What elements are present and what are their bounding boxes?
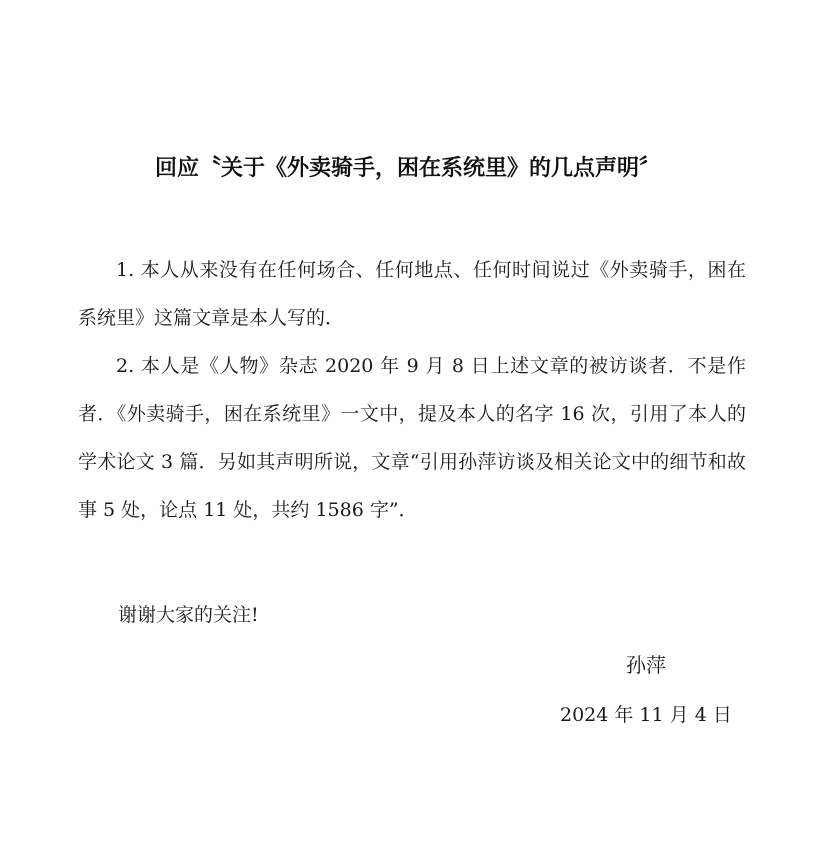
- statement-title: 回应〝关于《外卖骑手，困在系统里》的几点声明〞: [154, 156, 661, 181]
- paragraph-1: 1. 本人从来没有在任何场合、任何地点、任何时间说过《外卖骑手，困在系统里》这篇文章是本人写的．: [78, 259, 746, 329]
- closing-text: 谢谢大家的关注!: [118, 604, 259, 626]
- statement-body: [78, 246, 746, 534]
- signature-name: 孙萍: [626, 653, 666, 677]
- paragraph-2: 2. 本人是《人物》杂志 2020 年 9 月 8 日上述文章的被访谈者．不是作者．《外卖骑手，困在系统里》一文中，提及本人的名字 16 次，引用了本人的学术论文 3 篇．另如其声明所说，文章“引用孙萍访谈及相关论文中的细节和故事 5 处，论点 11 处，共约 1586 字”．: [78, 355, 746, 521]
- signature-date: 2024 年 11 月 4 日: [560, 704, 732, 726]
